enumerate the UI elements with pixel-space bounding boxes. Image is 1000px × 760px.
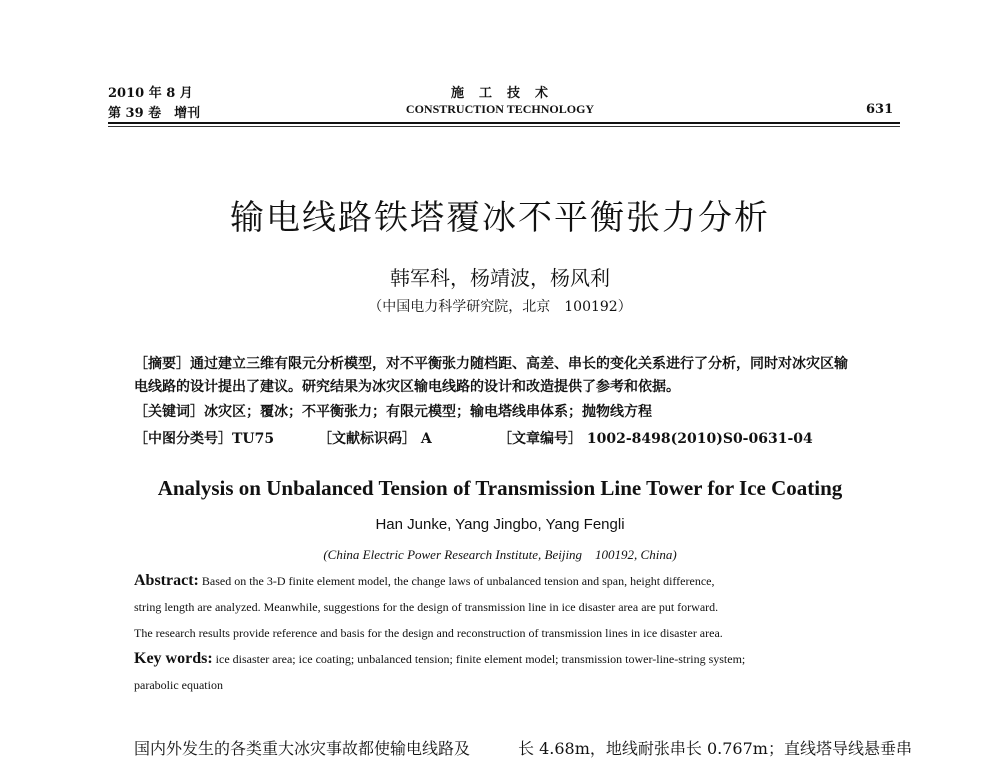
cn-abstract [134,353,914,375]
en-abstract-line1: Based on the 3-D finite element model, the change laws of unbalanced tension and span, height difference, [201,574,715,588]
en-title: Analysis on Unbalanced Tension of Transmission Line Tower for Ice Coating [157,476,843,500]
en-keywords [134,646,904,672]
en-abstract-line2: string length are analyzed. Meanwhile, suggestions for the design of transmission line in ice disaster area are put forward. [134,600,719,614]
cn-title: 输电线路铁塔覆冰不平衡张力分析 [230,198,770,238]
header-journal-en: CONSTRUCTION TECHNOLOGY [405,102,595,116]
cn-doc-value: A [420,431,432,447]
cn-clc-label: ［中图分类号］ [134,431,232,447]
en-abstract [134,568,904,594]
header-volume: 第 39 卷 增刊 [108,106,201,121]
cn-article-number [498,428,813,450]
header-date: 2010 年 8 月 [108,86,193,101]
cn-doc-code [318,428,432,450]
en-keywords-line2: parabolic equation [134,678,223,692]
cn-abstract-cont: 电线路的设计提出了建议。研究结果为冰灾区输电线路的设计和改造提供了参考和依据。 [134,379,680,395]
header-rule-thin [108,126,900,127]
header-journal-cn: 施 工 技 术 [450,86,549,101]
cn-authors: 韩军科，杨靖波，杨风利 [390,266,610,290]
header-rule-thick [108,122,900,124]
en-keywords-label: Key words: [134,650,213,667]
cn-keywords [134,401,914,423]
cn-abstract-line1: 通过建立三维有限元分析模型，对不平衡张力随档距、高差、串长的变化关系进行了分析，同时对冰灾区输 [190,356,848,372]
cn-clc-value: TU75 [232,431,275,447]
en-affiliation: (China Electric Power Research Institute, Beijing 100192, China) [323,547,677,562]
cn-affiliation: （中国电力科学研究院，北京 100192） [368,299,632,315]
cn-keywords-text: 冰灾区；覆冰；不平衡张力；有限元模型；输电塔线串体系；抛物线方程 [204,404,652,420]
cn-article-label: ［文章编号］ [498,431,582,447]
header-page-number: 631 [866,102,894,117]
body-col2-line1: 长 4.68m，地线耐张串长 0.767m；直线塔导线悬垂串 [518,739,912,758]
cn-article-value: 1002-8498(2010)S0-0631-04 [586,431,813,447]
en-authors: Han Junke, Yang Jingbo, Yang Fengli [375,516,625,533]
cn-doc-label: ［文献标识码］ [318,431,416,447]
cn-clc [134,428,274,450]
en-abstract-line3: The research results provide reference and basis for the design and reconstruction of transmission lines in ice disaster area. [134,626,723,640]
body-col1-line1: 国内外发生的各类重大冰灾事故都使输电线路及 [134,739,471,758]
en-abstract-label: Abstract: [134,572,199,589]
en-keywords-line1: ice disaster area; ice coating; unbalanced tension; finite element model; transmission tower-line-string system; [215,652,746,666]
cn-abstract-label: ［摘要］ [134,356,190,372]
cn-keywords-label: ［关键词］ [134,404,204,420]
